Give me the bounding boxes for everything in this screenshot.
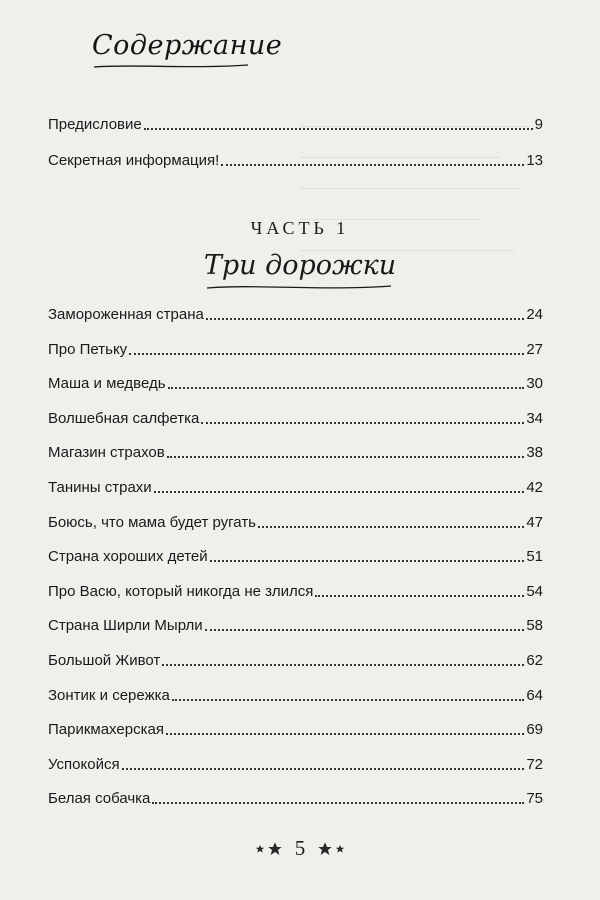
toc-entry: [48, 752, 543, 774]
contents-title: Содержание: [92, 30, 283, 61]
dot-leader: [167, 456, 525, 458]
toc-entry-page: 24: [526, 306, 543, 323]
dot-leader: [122, 768, 525, 770]
toc-entry-page: 69: [526, 721, 543, 739]
toc-entry: [48, 148, 543, 170]
toc-entry-label: Магазин страхов: [48, 444, 165, 462]
toc-entry-page: 42: [526, 479, 543, 496]
toc-entry-label: Страна хороших детей: [48, 548, 208, 566]
dot-leader: [162, 664, 524, 666]
dot-leader: [129, 353, 524, 355]
dot-leader: [205, 629, 525, 631]
part-title-underline-ornament: [205, 282, 395, 292]
toc-entry-label: Про Петьку: [48, 340, 128, 358]
toc-entry-label: Страна Ширли Мырли: [48, 617, 203, 635]
toc-entry-label: Успокойся: [48, 755, 120, 773]
toc-entry: [48, 717, 543, 739]
toc-entry-label: Предисловие: [48, 116, 142, 133]
toc-entry-page: 38: [526, 444, 543, 462]
dot-leader: [221, 164, 524, 166]
toc-entry-page: 47: [526, 513, 543, 531]
toc-entry-page: 13: [526, 152, 543, 169]
star-icon: [335, 844, 345, 854]
toc-entry-page: 34: [526, 409, 543, 427]
toc-entry-label: Боюсь, что мама будет ругать: [48, 513, 257, 531]
dot-leader: [315, 595, 524, 597]
dot-leader: [172, 699, 524, 701]
title-underline-ornament: [92, 62, 252, 70]
toc-entry-label: Замороженная страна: [48, 306, 204, 323]
toc-entry: [48, 475, 543, 497]
toc-entry-page: 9: [534, 116, 543, 133]
toc-entry-page: 58: [526, 617, 543, 635]
toc-entry: [48, 112, 543, 134]
toc-entry-label: Большой Живот: [48, 652, 161, 669]
page-footer: [0, 836, 600, 861]
toc-entry-page: 54: [526, 582, 543, 600]
page-number: 5: [294, 836, 306, 860]
dot-leader: [258, 526, 524, 528]
dot-leader: [166, 733, 524, 735]
toc-entry-label: Волшебная салфетка: [48, 409, 200, 427]
toc-entry: [48, 337, 543, 359]
dot-leader: [152, 802, 524, 804]
dot-leader: [154, 491, 525, 493]
toc-entry-label: Танины страхи: [48, 479, 152, 496]
toc-entry-page: 72: [526, 755, 543, 773]
dot-leader: [201, 422, 524, 424]
toc-entry-page: 51: [526, 548, 543, 566]
toc-entry-label: Про Васю, который никогда не злился: [48, 582, 314, 600]
toc-entry: [48, 371, 543, 393]
part-title: Три дорожки: [203, 250, 397, 281]
toc-entry: [48, 544, 543, 566]
toc-entry-label: Маша и медведь: [48, 375, 166, 393]
toc-entry-label: Зонтик и сережка: [48, 686, 170, 704]
part-heading: ЧАСТЬ 1: [250, 218, 350, 238]
dot-leader: [144, 128, 533, 130]
star-icon: [317, 841, 333, 857]
toc-entry: [48, 510, 543, 532]
toc-entry: [48, 440, 543, 462]
toc-entry: [48, 613, 543, 635]
toc-entry-label: Секретная информация!: [48, 152, 220, 169]
dot-leader: [206, 318, 524, 320]
toc-entry: [48, 683, 543, 705]
dot-leader: [210, 560, 525, 562]
left-stars-ornament: [255, 841, 283, 857]
right-stars-ornament: [317, 841, 345, 857]
star-icon: [267, 841, 283, 857]
toc-entry-page: 64: [526, 686, 543, 704]
toc-entry-label: Парикмахерская: [48, 721, 164, 739]
toc-entry-page: 75: [526, 790, 543, 808]
toc-entry: [48, 302, 543, 324]
toc-entry: [48, 786, 543, 808]
toc-entry-page: 30: [526, 375, 543, 393]
dot-leader: [168, 387, 525, 389]
toc-entry-page: 62: [526, 652, 543, 669]
toc-entry-page: 27: [526, 340, 543, 358]
star-icon: [255, 844, 265, 854]
toc-entry-label: Белая собачка: [48, 790, 151, 808]
toc-entry: [48, 648, 543, 670]
toc-entry: [48, 579, 543, 601]
toc-entry: [48, 406, 543, 428]
